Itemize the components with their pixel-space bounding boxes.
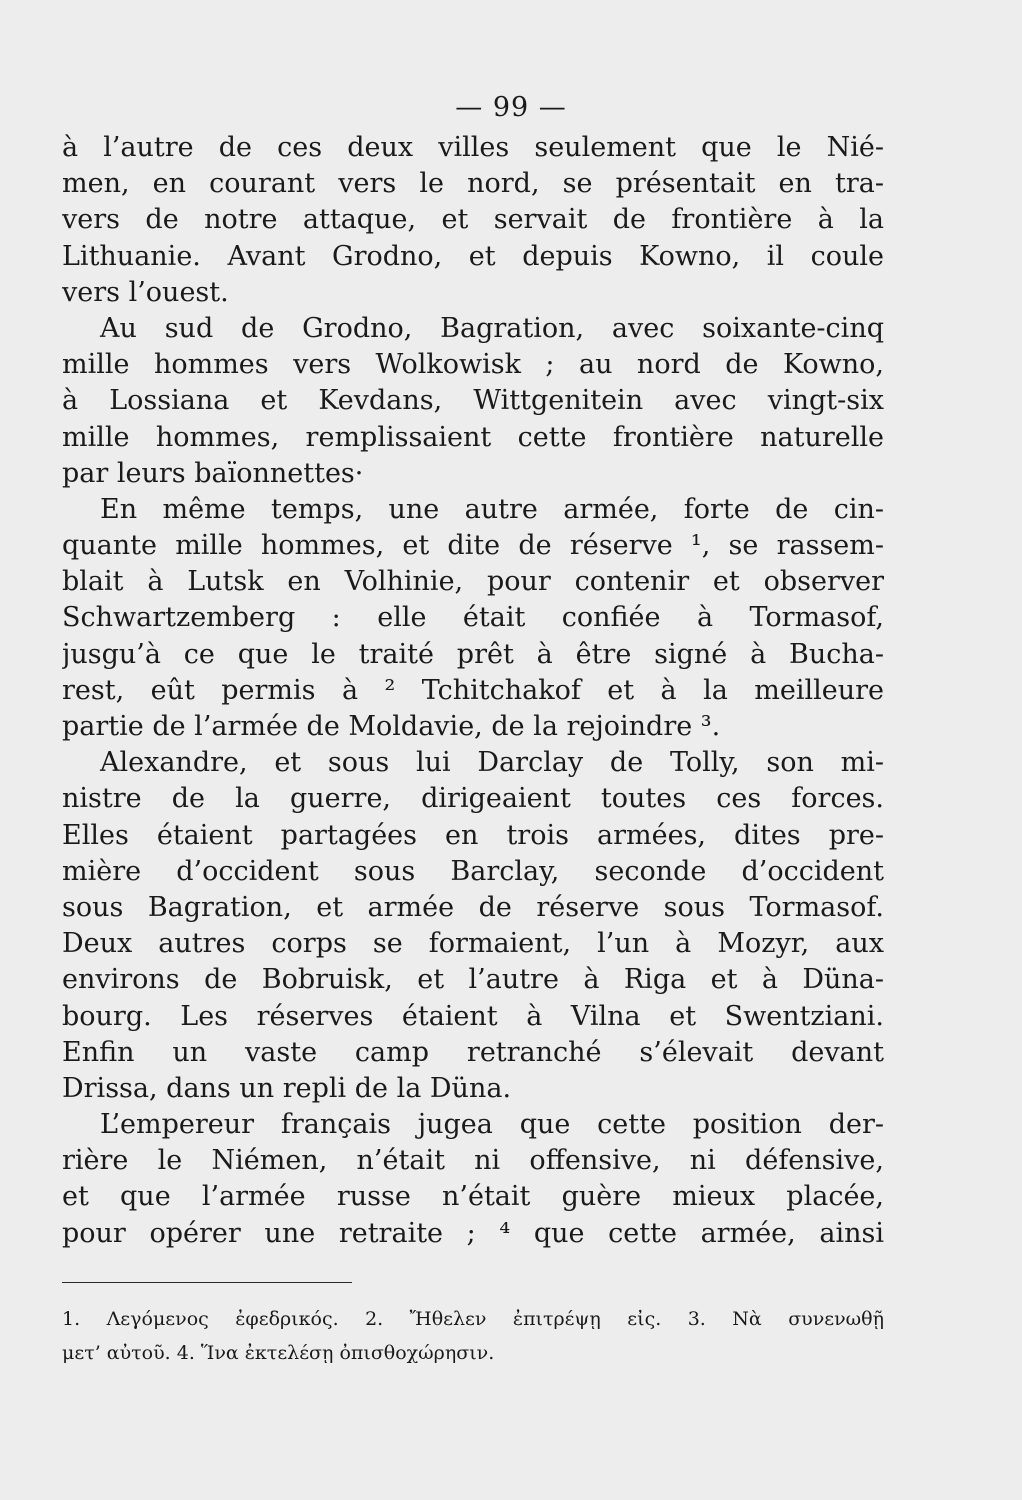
text-line: Deux autres corps se formaient, l’un à Mozyr, aux [62,928,884,960]
footnotes [62,1302,884,1370]
text-line: Au sud de Grodno, Bagration, avec soixante-cinq [100,312,884,344]
footnote-line: 1. Λεγόμενος ἐφεδρικός. 2. Ἤθελεν ἐπιτρέψῃ εἰς. 3. Νὰ συνενωθῇ [62,1308,884,1330]
text-line: pour opérer une retraite ; ⁴ que cette armée, ainsi [62,1217,884,1249]
text-line: à Lossiana et Kevdans, Wittgenitein avec vingt-six [62,385,884,417]
text-line: mille hommes vers Wolkowisk ; au nord de Kowno, [62,349,884,381]
text-line: Enfin un vaste camp retranché s’élevait devant [62,1036,884,1068]
text-line: blait à Lutsk en Volhinie, pour contenir et observer [62,566,884,598]
text-line: bourg. Les réserves étaient à Vilna et Swentziani. [62,1000,884,1032]
text-line: rière le Niémen, n’était ni offensive, ni défensive, [62,1145,884,1177]
text-line: partie de l’armée de Moldavie, de la rejoindre ³. [62,711,721,742]
text-line: rest, eût permis à ² Tchitchakof et à la meilleure [62,674,884,706]
text-line: Alexandre, et sous lui Darclay de Tolly, son mi- [100,747,884,779]
text-line: à l’autre de ces deux villes seulement que le Nié- [62,132,884,163]
text-line: Lithuanie. Avant Grodno, et depuis Kowno, il coule [62,240,884,272]
footnote-rule [62,1282,352,1283]
body-text [62,130,884,1252]
text-line: jusgu’à ce que le traité prêt à être signé à Bucha- [62,638,884,670]
text-line: mille hommes, remplissaient cette frontière naturelle [62,421,884,453]
text-line: et que l’armée russe n’était guère mieux placée, [62,1181,884,1213]
text-line: Elles étaient partagées en trois armées, dites pre- [62,819,884,851]
text-line: Drissa, dans un repli de la Düna. [62,1072,512,1104]
text-line: sous Bagration, et armée de réserve sous Tormasof. [62,891,884,923]
text-line: mière d’occident sous Barclay, seconde d’occident [62,855,884,887]
text-line: par leurs baïonnettes· [62,457,364,489]
text-line: quante mille hommes, et dite de réserve ¹, se rassem- [62,530,884,562]
page-number: — 99 — [455,92,567,123]
footnote-line: μετ’ αὐτοῦ. 4. Ἵνα ἐκτελέσῃ ὀπισθοχώρησιν. [62,1342,495,1364]
text-line: men, en courant vers le nord, se présentait en tra- [62,168,884,200]
text-line: L’empereur français jugea que cette position der- [100,1109,884,1141]
text-line: En même temps, une autre armée, forte de cin- [100,493,884,525]
text-line: nistre de la guerre, dirigeaient toutes ces forces. [62,783,884,815]
text-line: Schwartzemberg : elle était confiée à Tormasof, [62,602,884,634]
text-line: vers l’ouest. [62,276,229,308]
text-line: environs de Bobruisk, et l’autre à Riga et à Düna- [62,964,884,996]
text-line: vers de notre attaque, et servait de frontière à la [62,204,884,236]
